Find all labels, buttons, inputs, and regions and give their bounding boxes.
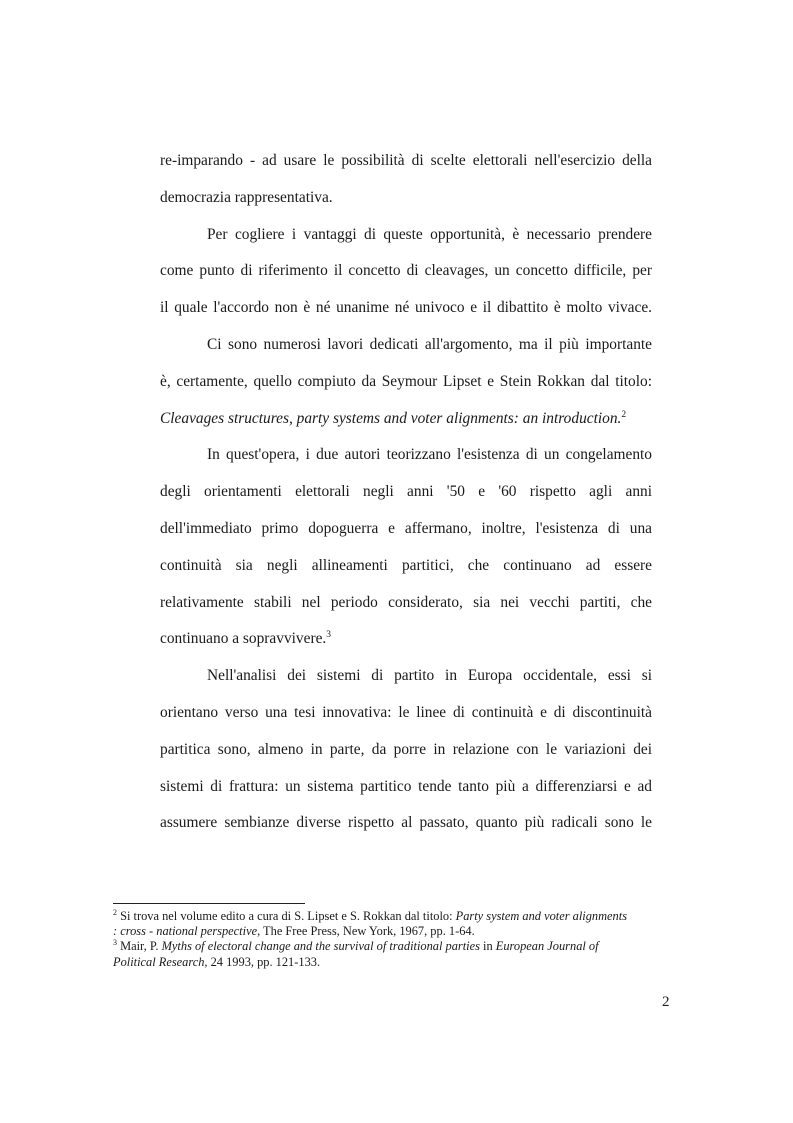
footnote-3-title: Myths of electoral change and the survival of traditional parties — [161, 939, 480, 953]
footnote-3-mid: in — [479, 939, 496, 953]
body-line-3: Per cogliere i vantaggi di queste opportunità, è necessario prendere — [207, 226, 652, 243]
body-line-7: è, certamente, quello compiuto da Seymour Lipset e Stein Rokkan dal titolo: — [160, 373, 652, 390]
body-line-8-italic-title — [160, 410, 652, 428]
body-line-4: come punto di riferimento il concetto di cleavages, un concetto difficile, per — [160, 262, 652, 279]
footnote-3-mark: 3 — [113, 938, 117, 947]
body-line-17: partitica sono, almeno in parte, da porre in relazione con le variazioni dei — [160, 741, 652, 758]
body-line-1: re-imparando - ad usare le possibilità di scelte elettorali nell'esercizio della — [160, 152, 652, 169]
page-number: 2 — [662, 994, 670, 1010]
footnote-3-line-2 — [113, 955, 672, 969]
body-line-5: il quale l'accordo non è né unanime né univoco e il dibattito è molto vivace. — [160, 299, 652, 316]
body-line-18: sistemi di frattura: un sistema partitico tende tanto più a differenziarsi e ad — [160, 778, 652, 795]
footnote-ref-2[interactable]: 2 — [621, 410, 627, 420]
footnote-separator — [113, 903, 305, 904]
footnote-3-journal-a: European Journal of — [495, 939, 599, 953]
body-line-13: relativamente stabili nel periodo considerato, sia nei vecchi partiti, che — [160, 594, 652, 611]
footnote-3-post: 24 1993, pp. 121-133. — [207, 955, 321, 969]
footnote-2-title-b: : cross - national perspective — [113, 924, 258, 938]
footnote-2-line-2 — [113, 924, 672, 938]
body-line-16: orientano verso una tesi innovativa: le linee di continuità e di discontinuità — [160, 704, 652, 721]
body-line-10: degli orientamenti elettorali negli anni '50 e '60 rispetto agli anni — [160, 483, 652, 500]
body-line-2: democrazia rappresentativa. — [160, 189, 333, 206]
body-line-14-text: continuano a sopravvivere. — [160, 630, 327, 647]
footnote-2-line-1 — [113, 909, 672, 923]
body-line-11: dell'immediato primo dopoguerra e affermano, inoltre, l'esistenza di una — [160, 520, 652, 537]
footnote-ref-3[interactable]: 3 — [326, 630, 331, 640]
body-line-12: continuità sia negli allineamenti partitici, che continuano ad essere — [160, 557, 652, 574]
body-line-15: Nell'analisi dei sistemi di partito in Europa occidentale, essi si — [207, 667, 652, 684]
body-line-9: In quest'opera, i due autori teorizzano l'esistenza di un congelamento — [207, 446, 652, 463]
body-line-14 — [160, 630, 652, 648]
body-line-6: Ci sono numerosi lavori dedicati all'argomento, ma il più importante — [207, 336, 652, 353]
footnote-2-mark: 2 — [113, 908, 117, 917]
footnote-3-line-1 — [113, 939, 672, 953]
footnote-2-pre: Si trova nel volume edito a cura di S. Lipset e S. Rokkan dal titolo: — [120, 909, 456, 923]
body-line-19: assumere sembianze diverse rispetto al passato, quanto più radicali sono le — [160, 814, 652, 831]
footnote-3-journal-b: Political Research, — [113, 955, 208, 969]
footnote-2-post: , The Free Press, New York, 1967, pp. 1-64. — [257, 924, 475, 938]
book-title: Cleavages structures, party systems and voter alignments: an introduction. — [160, 410, 622, 427]
footnote-2-title-a: Party system and voter alignments — [455, 909, 628, 923]
footnote-3-author: Mair, P. — [117, 939, 162, 953]
